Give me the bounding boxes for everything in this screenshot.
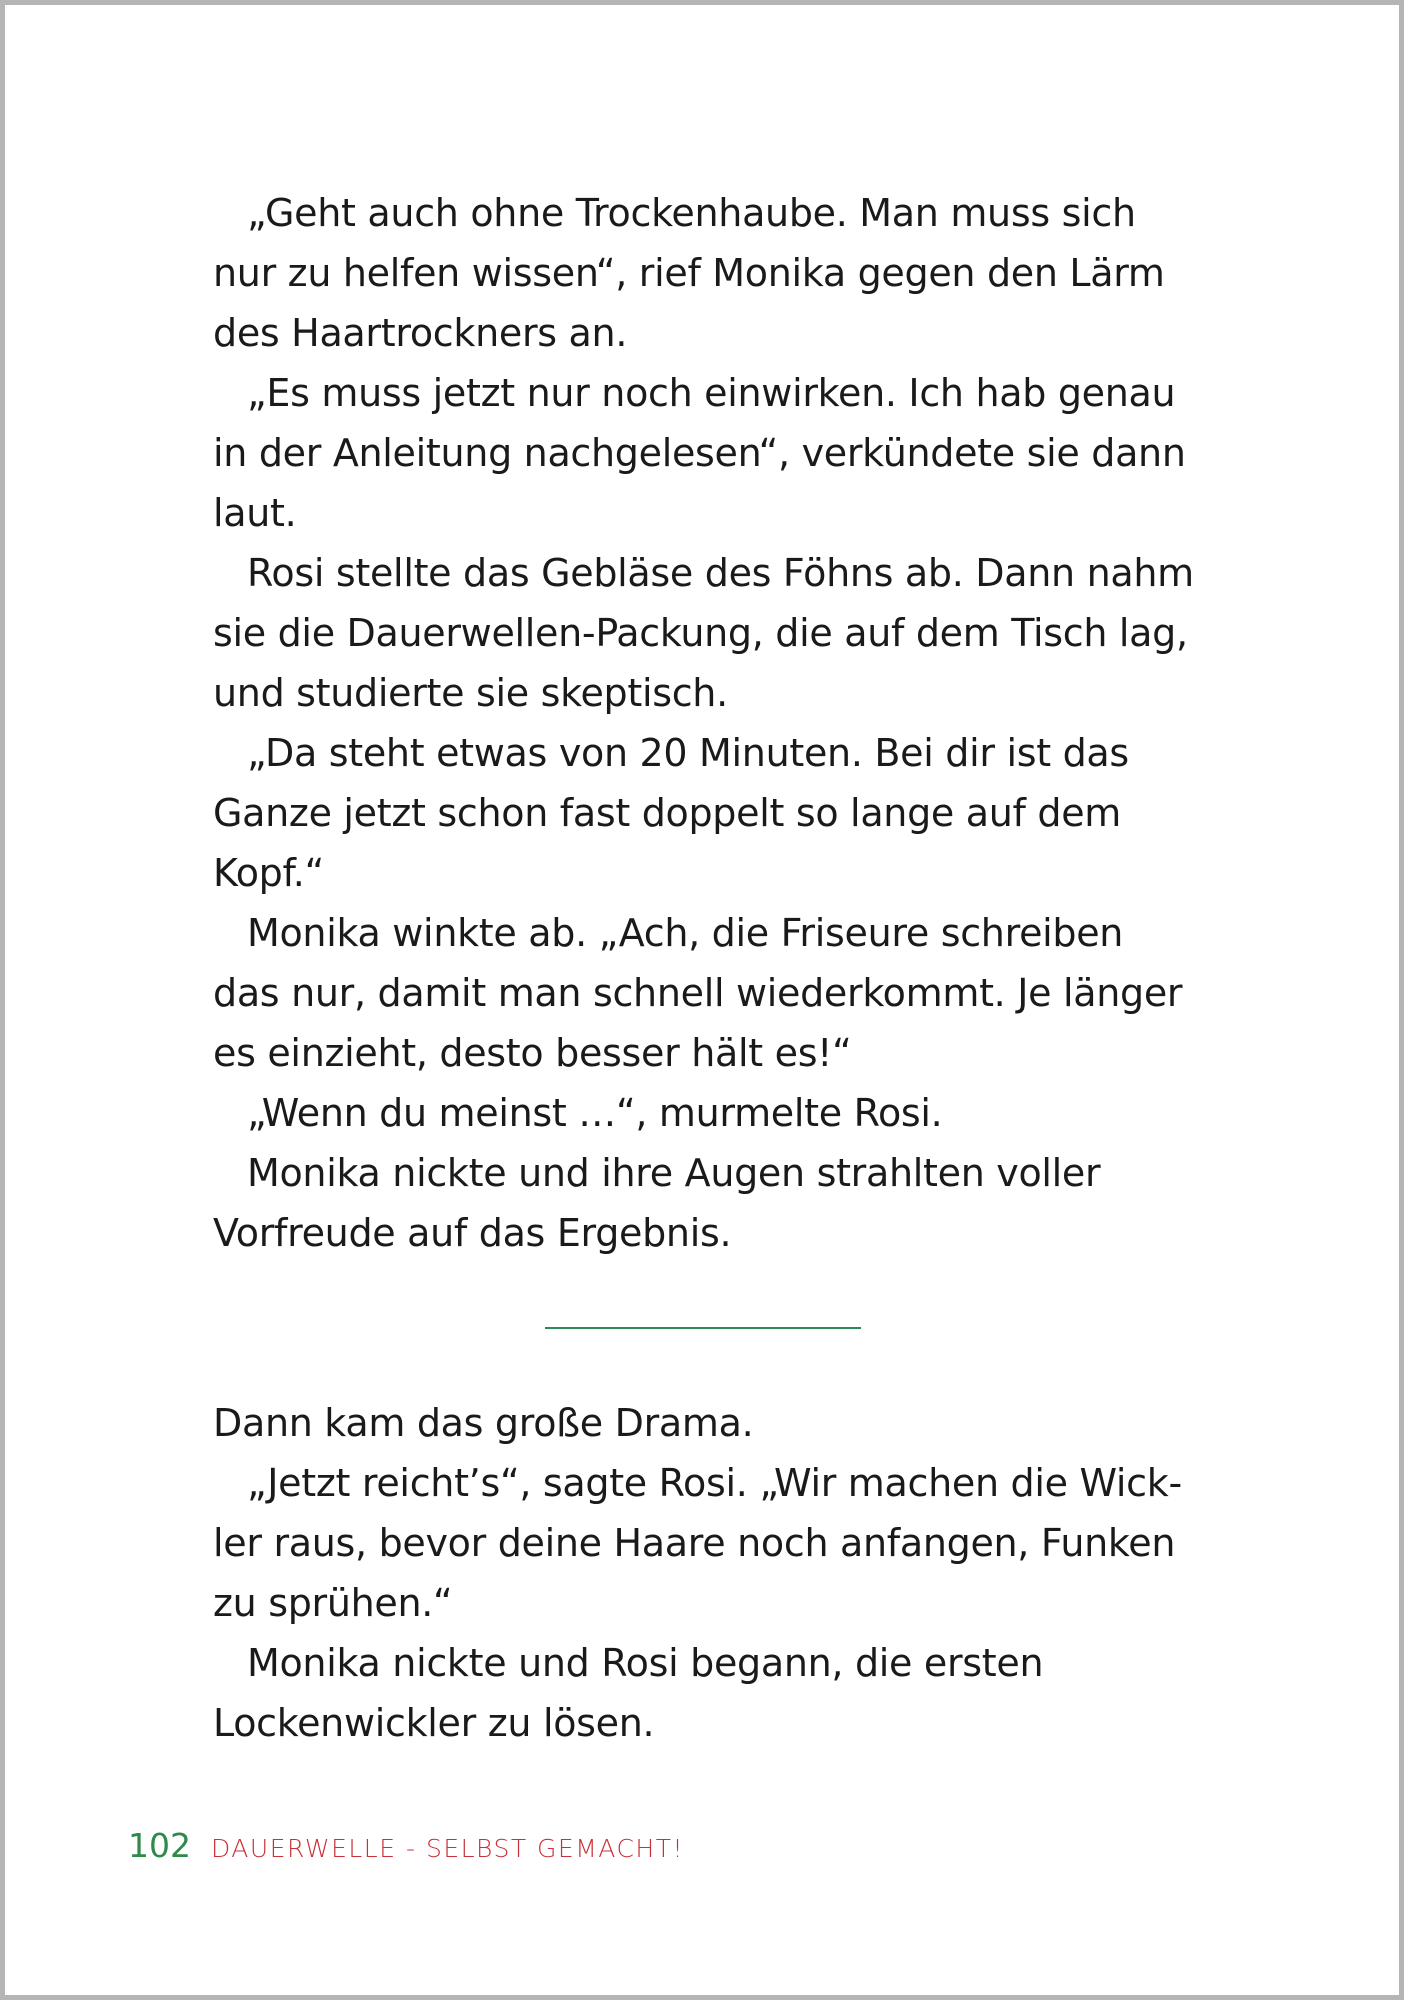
text-line: „Da steht etwas von 20 Minuten. Bei dir ist das <box>247 731 1129 775</box>
page-footer <box>128 1826 684 1870</box>
text-line: Vorfreude auf das Ergebnis. <box>213 1211 732 1255</box>
body-text-after-break <box>213 1393 1193 1753</box>
running-title: DAUERWELLE - SELBST GEMACHT! <box>211 1834 685 1863</box>
text-line: Dann kam das große Drama. <box>213 1401 754 1445</box>
text-line: „Geht auch ohne Trockenhaube. Man muss sich <box>247 191 1136 235</box>
text-line: des Haartrockners an. <box>213 311 628 355</box>
page-number: 102 <box>128 1826 191 1865</box>
text-line: nur zu helfen wissen“, rief Monika gegen den Lärm <box>213 251 1165 295</box>
text-line: Monika nickte und ihre Augen strahlten voller <box>247 1151 1101 1195</box>
body-text-before-break <box>213 183 1193 1263</box>
text-line: es einzieht, desto besser hält es!“ <box>213 1031 852 1075</box>
text-line: das nur, damit man schnell wiederkommt. Je länger <box>213 971 1183 1015</box>
text-line: Lockenwickler zu lösen. <box>213 1701 655 1745</box>
text-line: und studierte sie skeptisch. <box>213 671 728 715</box>
text-line: Kopf.“ <box>213 851 324 895</box>
text-line: ler raus, bevor deine Haare noch anfangen, Funken <box>213 1521 1176 1565</box>
text-line: „Es muss jetzt nur noch einwirken. Ich hab genau <box>247 371 1176 415</box>
text-line: laut. <box>213 491 297 535</box>
scene-break-divider <box>545 1327 861 1329</box>
text-line: Monika winkte ab. „Ach, die Friseure schreiben <box>247 911 1124 955</box>
text-line: „Jetzt reicht’s“, sagte Rosi. „Wir machen die Wick- <box>247 1461 1182 1505</box>
text-line: in der Anleitung nachgelesen“, verkündete sie dann <box>213 431 1186 475</box>
text-line: sie die Dauerwellen-Packung, die auf dem Tisch lag, <box>213 611 1188 655</box>
text-line: Rosi stellte das Gebläse des Föhns ab. Dann nahm <box>247 551 1194 595</box>
text-line: zu sprühen.“ <box>213 1581 453 1625</box>
text-line: Ganze jetzt schon fast doppelt so lange auf dem <box>213 791 1122 835</box>
text-line: „Wenn du meinst …“, murmelte Rosi. <box>247 1091 943 1135</box>
text-line: Monika nickte und Rosi begann, die ersten <box>247 1641 1044 1685</box>
